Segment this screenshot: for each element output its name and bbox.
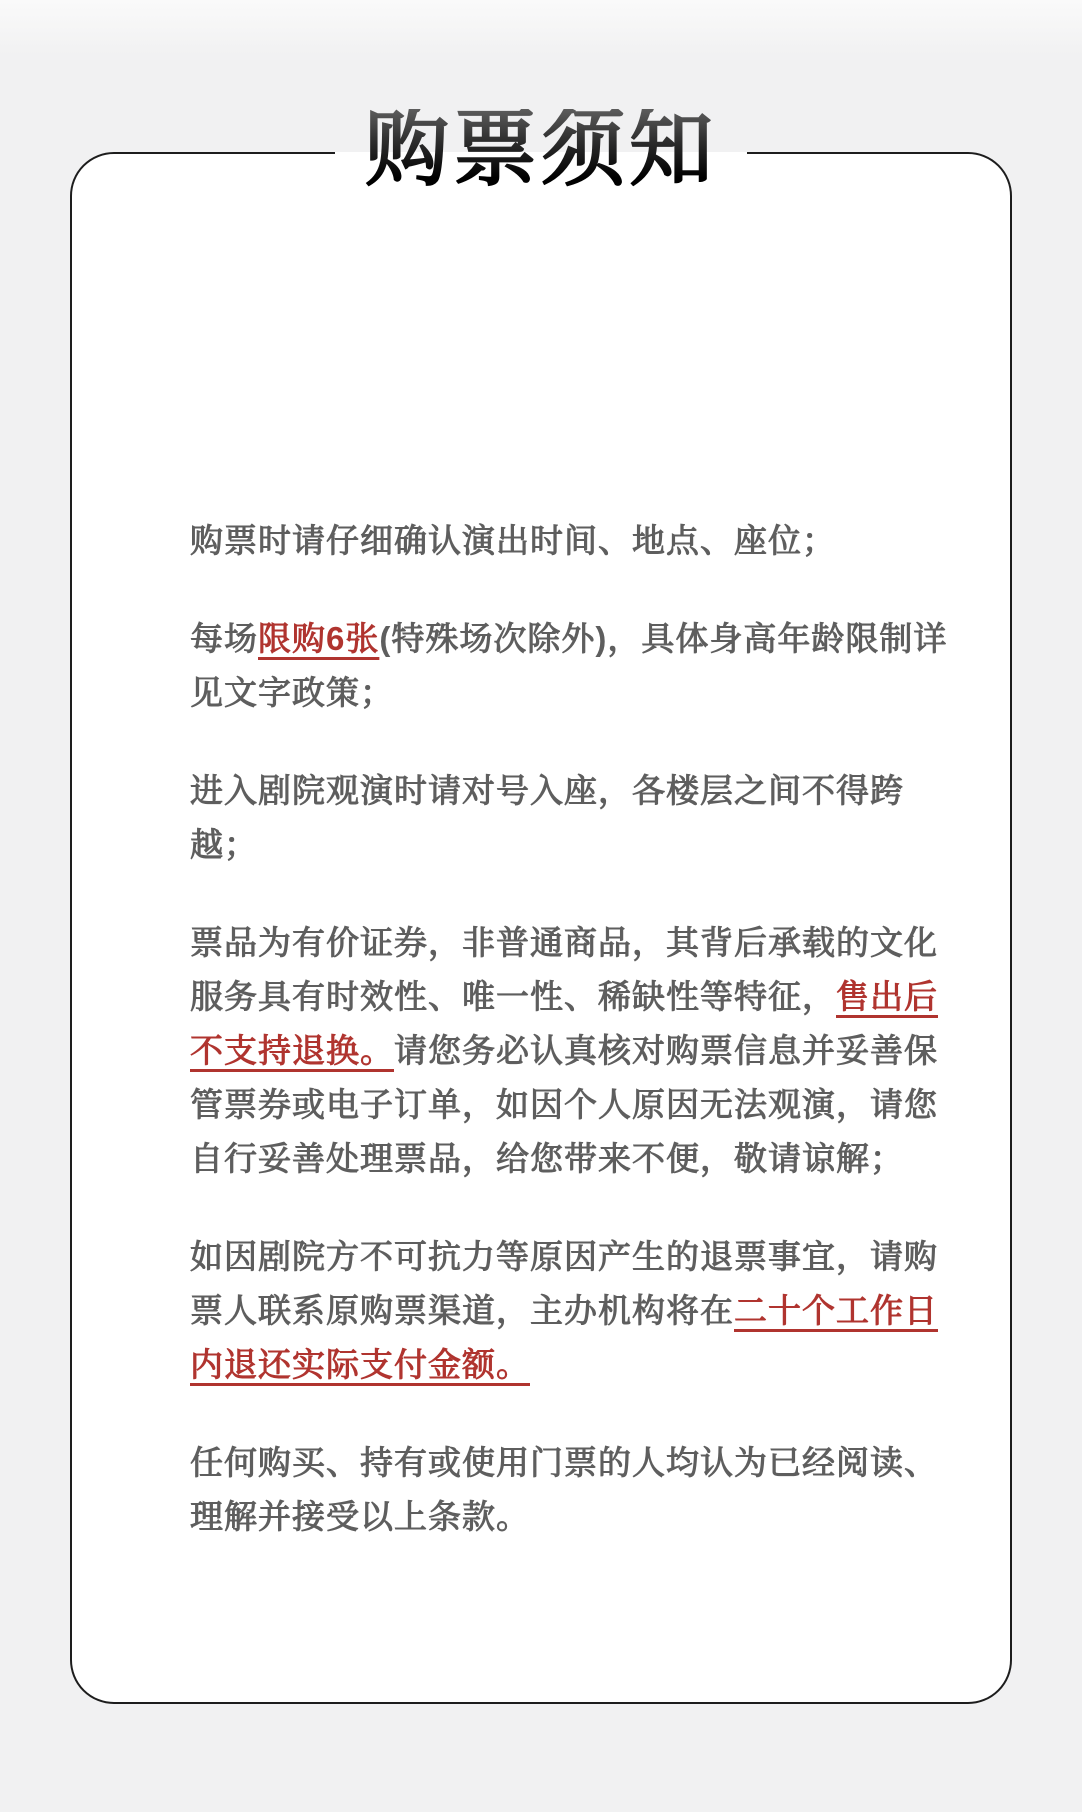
highlighted-text: 限购6张 xyxy=(258,620,380,657)
notice-paragraph xyxy=(190,764,968,872)
highlighted-text: 售出后不支持退换。 xyxy=(190,978,938,1069)
paragraph-text: 如因剧院方不可抗力等原因产生的退票事宜，请购票人联系原购票渠道，主办机构将在 xyxy=(190,1238,938,1329)
notice-paragraph xyxy=(190,612,968,720)
notice-paragraph xyxy=(190,916,968,1186)
paragraph-text: 票品为有价证券，非普通商品，其背后承载的文化服务具有时效性、唯一性、稀缺性等特征， xyxy=(190,924,938,1015)
page-title-text: 购票须知 xyxy=(364,104,718,197)
notice-paragraph xyxy=(190,1436,968,1544)
notice-body xyxy=(190,514,968,1588)
highlighted-text: 二十个工作日内退还实际支付金额。 xyxy=(190,1292,938,1383)
paragraph-text: (特殊场次除外)，具体身高年龄限制详见文字政策； xyxy=(190,620,948,711)
paragraph-text: 购票时请仔细确认演出时间、地点、座位； xyxy=(190,522,836,559)
notice-paragraph xyxy=(190,514,968,568)
notice-paragraph xyxy=(190,1230,968,1392)
paragraph-text: 任何购买、持有或使用门票的人均认为已经阅读、理解并接受以上条款。 xyxy=(190,1444,938,1535)
paragraph-text: 每场 xyxy=(190,620,258,657)
page-title xyxy=(335,94,747,208)
paragraph-text: 请您务必认真核对购票信息并妥善保管票券或电子订单，如因个人原因无法观演，请您自行妥善处理票品，给您带来不便，敬请谅解； xyxy=(190,1032,938,1177)
paragraph-text: 进入剧院观演时请对号入座，各楼层之间不得跨越； xyxy=(190,772,904,863)
